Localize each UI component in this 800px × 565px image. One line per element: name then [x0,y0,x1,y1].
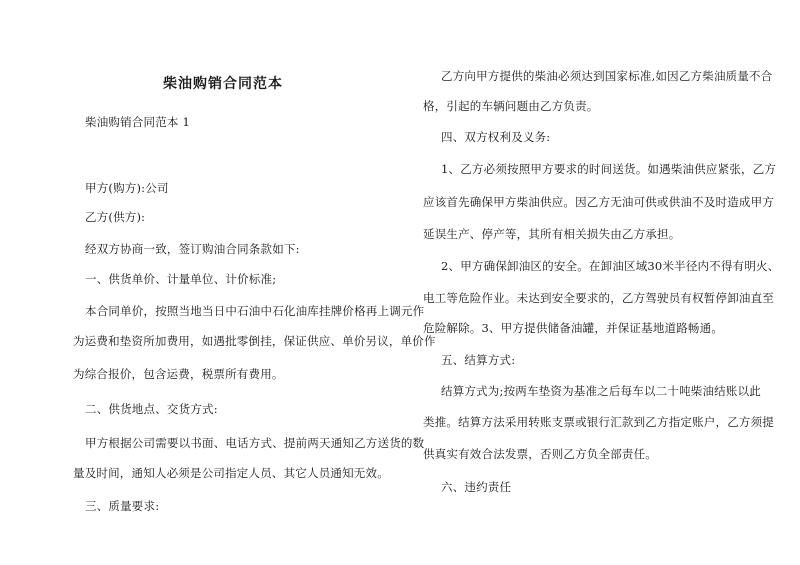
paragraph-line: 应该首先确保甲方柴油供应。因乙方无油可供或供油不及时造成甲方 [423,195,774,209]
paragraph-line: 电工等危险作业。未达到安全要求的，乙方驾驶员有权暂停卸油直至 [423,291,774,305]
section-heading: 五、结算方式: [441,353,516,367]
paragraph-line: 本合同单价，按照当地当日中石油中石化油库挂牌价格再上调元作 [85,304,425,318]
section-heading: 三、质量要求: [85,499,160,513]
section-heading: 一、供货单价、计量单位、计价标准; [85,272,277,286]
paragraph-line: 2、甲方确保卸油区的安全。在卸油区域30米半径内不得有明火、 [441,259,780,273]
paragraph-line: 甲方根据公司需要以书面、电话方式、提前两天通知乙方送货的数 [85,436,425,450]
paragraph-line: 为综合报价，包含运费，税票所有费用。 [73,367,284,381]
section-heading: 二、供货地点、交货方式: [85,402,218,416]
document-subtitle: 柴油购销合同范本 1 [85,115,190,129]
paragraph-line: 乙方(供方): [85,210,146,224]
paragraph-line: 经双方协商一致，签订购油合同条款如下: [85,242,300,256]
paragraph-line: 甲方(购方):公司 [85,181,169,195]
paragraph-line: 乙方向甲方提供的柴油必须达到国家标准,如因乙方柴油质量不合 [441,69,773,83]
paragraph-line: 类推。结算方法采用转账支票或银行汇款到乙方指定账户，乙方须提 [423,415,774,429]
paragraph-line: 危险解除。3、甲方提供储备油罐，并保证基地道路畅通。 [423,321,724,335]
paragraph-line: 格，引起的车辆问题由乙方负责。 [423,99,599,113]
paragraph-line: 1、乙方必须按照甲方要求的时间送货。如遇柴油供应紧张，乙方 [441,162,777,176]
page-title: 柴油购销合同范本 [163,76,283,92]
paragraph-line: 为运费和垫资所加费用，如遇批零倒挂，保证供应、单价另议，单价作 [73,334,436,348]
paragraph-line: 结算方式为;按两车垫资为基准之后每车以二十吨柴油结账以此 [441,384,761,398]
paragraph-line: 供真实有效合法发票，否则乙方负全部责任。 [423,447,657,461]
section-heading: 四、双方权利及义务: [441,130,551,144]
paragraph-line: 量及时间，通知人必须是公司指定人员、其它人员通知无效。 [73,466,389,480]
paragraph-line: 延误生产、停产等，其所有相关损失由乙方承担。 [423,227,681,241]
section-heading: 六、违约责任 [441,480,512,494]
